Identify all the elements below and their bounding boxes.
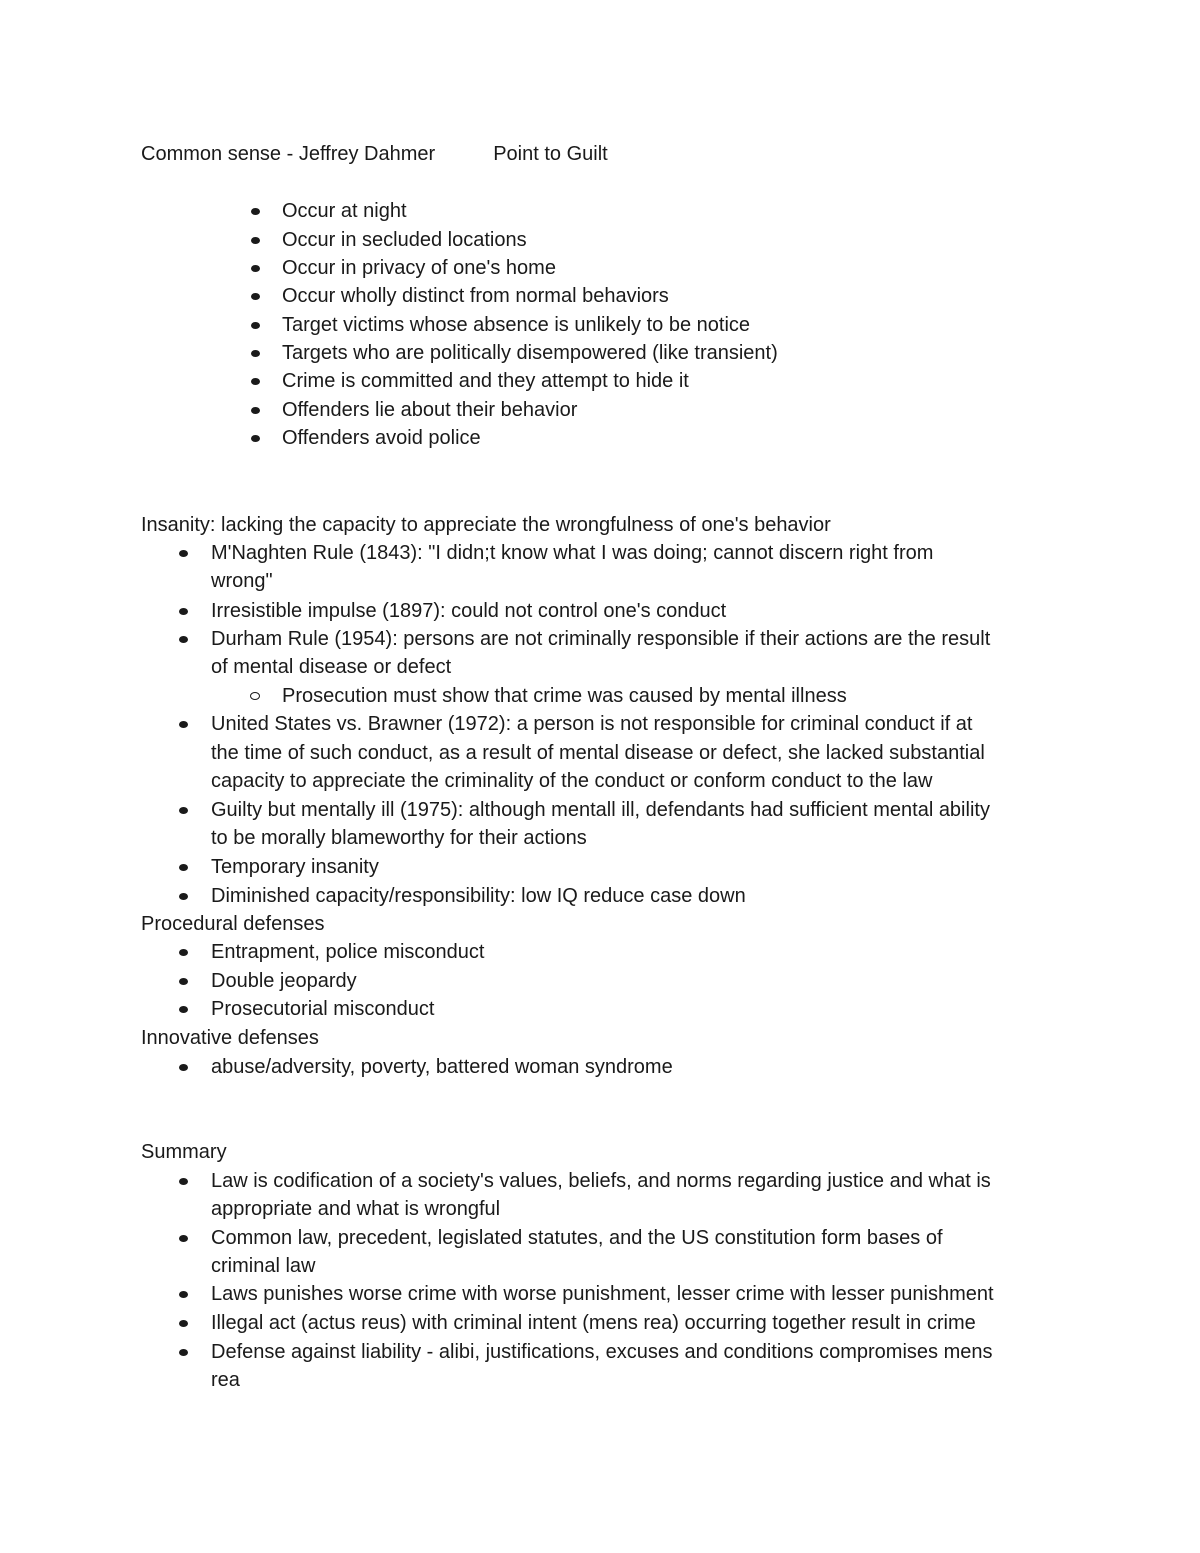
bullet-icon [179,721,188,728]
list-item-continuation: of mental disease or defect [211,656,452,678]
bullet-icon [179,1320,188,1327]
list-item: Prosecutorial misconduct [211,998,435,1020]
list-item: Occur in privacy of one's home [282,257,556,279]
list-item-continuation: rea [211,1369,240,1391]
bullet-icon [251,350,260,357]
list-item-continuation: the time of such conduct, as a result of mental disease or defect, she lacked substantial [211,742,985,764]
list-item: Double jeopardy [211,970,357,992]
bullet-icon [251,208,260,215]
bullet-icon [179,636,188,643]
bullet-icon [251,407,260,414]
list-item-continuation: wrong" [211,570,273,592]
list-item: Defense against liability - alibi, justifications, excuses and conditions compromises mens [211,1341,993,1363]
list-item: Occur at night [282,200,407,222]
bullet-icon [179,1349,188,1356]
list-item: Laws punishes worse crime with worse punishment, lesser crime with lesser punishment [211,1283,994,1305]
list-item: Durham Rule (1954): persons are not criminally responsible if their actions are the result [211,628,991,650]
list-item: abuse/adversity, poverty, battered woman syndrome [211,1056,673,1078]
list-item: Offenders avoid police [282,427,481,449]
list-item-continuation: to be morally blameworthy for their actions [211,827,587,849]
list-item: United States vs. Brawner (1972): a person is not responsible for criminal conduct if at [211,713,973,735]
list-item: M'Naghten Rule (1843): "I didn;t know what I was doing; cannot discern right from [211,542,934,564]
list-item: Crime is committed and they attempt to hide it [282,370,689,392]
document-title [141,140,608,168]
bullet-icon [251,322,260,329]
hollow-bullet-icon [250,692,260,700]
list-item: Diminished capacity/responsibility: low IQ reduce case down [211,885,746,907]
list-item: Targets who are politically disempowered (like transient) [282,342,778,364]
list-item-continuation: appropriate and what is wrongful [211,1198,501,1220]
bullet-icon [179,864,188,871]
insanity-heading: Insanity: lacking the capacity to appreciate the wrongfulness of one's behavior [141,514,831,536]
bullet-icon [179,608,188,615]
bullet-icon [179,1235,188,1242]
list-item: Illegal act (actus reus) with criminal intent (mens rea) occurring together result in crime [211,1312,976,1334]
bullet-icon [179,807,188,814]
list-item: Law is codification of a society's values, beliefs, and norms regarding justice and what is [211,1170,991,1192]
list-item: Entrapment, police misconduct [211,941,485,963]
list-item-continuation: criminal law [211,1255,316,1277]
bullet-icon [251,265,260,272]
bullet-icon [251,435,260,442]
title-right: Point to Guilt [493,143,608,165]
bullet-icon [179,1064,188,1071]
bullet-icon [179,949,188,956]
list-item: Temporary insanity [211,856,379,878]
list-item-continuation: capacity to appreciate the criminality of the conduct or conform conduct to the law [211,770,933,792]
list-item: Irresistible impulse (1897): could not control one's conduct [211,600,727,622]
summary-heading: Summary [141,1141,227,1163]
innovative-heading: Innovative defenses [141,1027,319,1049]
bullet-icon [179,1291,188,1298]
list-item: Guilty but mentally ill (1975): although mentall ill, defendants had sufficient mental ability [211,799,990,821]
bullet-icon [179,893,188,900]
list-item: Offenders lie about their behavior [282,399,578,421]
bullet-icon [179,1178,188,1185]
list-item: Occur wholly distinct from normal behaviors [282,285,669,307]
bullet-icon [251,378,260,385]
bullet-icon [251,237,260,244]
list-item: Target victims whose absence is unlikely to be notice [282,314,751,336]
list-item: Common law, precedent, legislated statutes, and the US constitution form bases of [211,1227,943,1249]
bullet-icon [251,293,260,300]
bullet-icon [179,978,188,985]
sub-list-item: Prosecution must show that crime was caused by mental illness [282,685,847,707]
bullet-icon [179,550,188,557]
bullet-icon [179,1006,188,1013]
procedural-heading: Procedural defenses [141,913,325,935]
list-item: Occur in secluded locations [282,229,527,251]
title-left: Common sense - Jeffrey Dahmer [141,143,436,165]
